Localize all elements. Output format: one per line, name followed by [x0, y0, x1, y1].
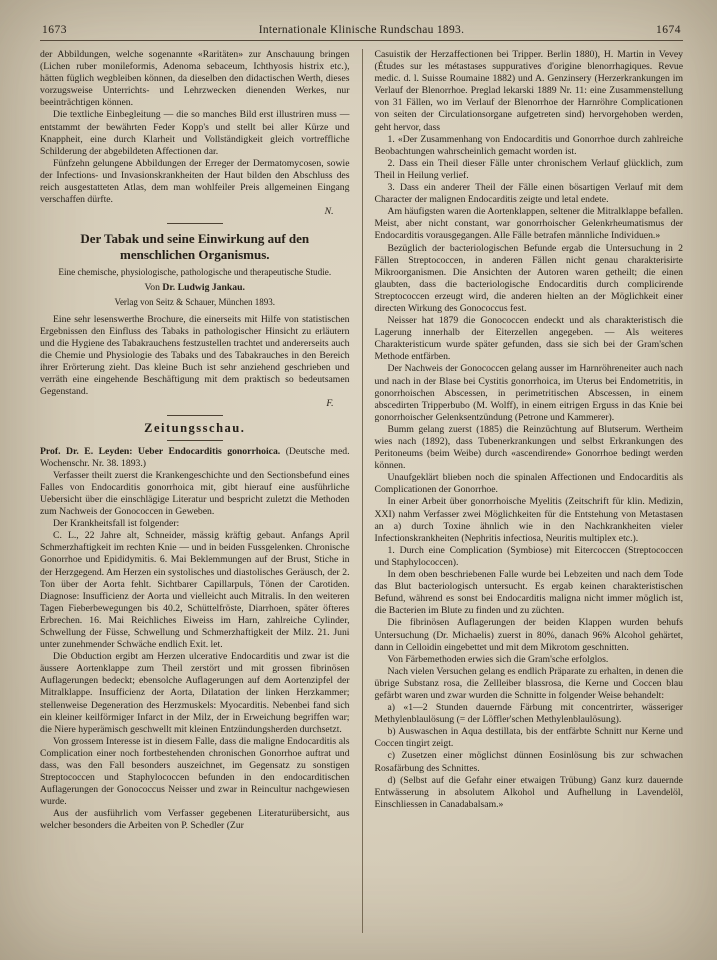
- left-column: [40, 49, 362, 933]
- article-subtitle: Eine chemische, physiologische, pathologische und therapeutische Studie.: [58, 267, 332, 278]
- paragraph: 1. «Der Zusammenhang von Endocarditis und Gonorrhoe durch zahlreiche Beobachtungen wahrscheinlich gemacht worden ist.: [374, 133, 683, 157]
- review-author-title: Prof. Dr. E. Leyden: Ueber Endocarditis gonorrhoica.: [40, 445, 281, 457]
- review-heading: [40, 446, 350, 470]
- paragraph: d) (Selbst auf die Gefahr einer etwaigen Trübung) Ganz kurz dauernde Entwässerung in absolutem Alkohol und Aufhellung in Lavendelöl, Einschliessen in Canadabalsam.»: [374, 774, 683, 810]
- page-header: [40, 24, 683, 40]
- review-source: (Deutsche med. Wochenschr. Nr. 38. 1893.): [40, 445, 350, 469]
- paragraph: Von grossem Interesse ist in diesem Falle, dass die maligne Endocarditis als Complication einer noch fortbestehenden chronischen Gonorrhoe auftrat und dass, was den Fall besonders auszeichnet, im Gegensatz zu sonstigen Streptococcen und Staphylococcen befunden in den endocarditischen Auflagerungen der Gonococcus Neisser und zwar in Reincultur nachgewiesen wurde.: [40, 735, 350, 808]
- paragraph: Die Obduction ergibt am Herzen ulcerative Endocarditis und zwar ist die äussere Aortenklappe zum Theil zerstört und mit grossen fibrinösen Auflagerungen bedeckt; ebensolche Auflagerungen auf dem Aortenzipfel der Mitralklappe. Insufficienz der Aorta, Dilatation der linken Herzkammer; stellenweise Degeneration des Herzmuskels: Myocarditis. Nebenbei fand sich ein kleiner keilförmiger Infarct in der Milz, der in Erweichung begriffen war; die Niere hyperämisch geschwellt mit kleinen Entzündungsherden durchsetzt.: [40, 651, 350, 735]
- journal-title: Internationale Klinische Rundschau 1893.: [258, 24, 465, 36]
- paragraph: Eine sehr lesenswerthe Brochure, die einerseits mit Hilfe von statistischen Ergebnissen den Einfluss des Tabaks in pathologischer Hinsicht zu erläutern und die Hygiene des Tabakrauchens festzustellen trachtet und andererseits auch die Chemie und Physiologie des Tabaks und des Tabakrauches in den Bereich ihrer Erörterung zieht. Das kleine Buch ist sehr anziehend geschrieben und verräth eine eingehende Beschäftigung mit dem praktisch so bedeutsamen Gegenstand.: [40, 313, 350, 398]
- paragraph: In dem oben beschriebenen Falle wurde bei Lebzeiten und nach dem Tode das Blut bacteriologisch untersucht. Es ergab keinen charakteristischen Befund, während es sonst bei Endocarditis maligna nicht immer möglich ist, die Bacterien im Blute zu finden und zu züchten.: [374, 569, 683, 617]
- paragraph: Von Färbemethoden erwies sich die Gram'sche erfolglos.: [387, 653, 609, 665]
- reviewer-initial: F.: [326, 398, 334, 410]
- header-rule: [40, 40, 683, 41]
- article-title: Der Tabak und seine Einwirkung auf den menschlichen Organismus.: [80, 231, 310, 263]
- paragraph: Unaufgeklärt blieben noch die spinalen Affectionen und Endocarditis als Complicationen der Gonorrhoe.: [374, 472, 683, 496]
- paragraph: a) «1—2 Stunden dauernde Färbung mit concentrirter, wässeriger Methylenblaulösung (= der Löffler'schen Methylenblaulösung).: [374, 702, 683, 726]
- paragraph: b) Auswaschen in Aqua destillata, bis der entfärbte Schnitt nur Kerne und Coccen tingirt zeigt.: [374, 726, 683, 750]
- section-divider: [167, 223, 223, 224]
- paragraph: Fünfzehn gelungene Abbildungen der Erreger der Dermatomycosen, sowie der Infections- und Invasionskrankheiten der Haut bilden den Abschluss des reich ausgestatteten Atlas, dem man wohlfeiler Preis allgemeinen Eingang verschaffen dürfte.: [40, 157, 350, 206]
- paragraph: Am häufigsten waren die Aortenklappen, seltener die Mitralklappe befallen. Meist, aber nicht constant, war gonorrhoischer Gelenkrheumatismus der Endocarditis vorausgegangen. Alle Fälle betrafen männliche Individuen.»: [374, 206, 683, 242]
- paragraph: C. L., 22 Jahre alt, Schneider, mässig kräftig gebaut. Anfangs April Schmerzhaftigkeit im rechten Knie — und in beiden Fussgelenken. Chronische Gonorrhoe und Epididymitis. 6. Mai Beklemmungen auf der Brust, Stiche in der Herzgegend. Am Herzen ein systolisches und diastolisches Geräusch, der 2. Ton über der Aorta fehlt. Sichtbarer Capillarpuls, Tönen der Carotiden. Diagnose: Insufficienz der Aorta und vielleicht auch Mitralis. In den weiteren Tagen Fieberbewegungen bis 40.2, Schüttelfröste, Diarrhoen, später öfteres Erbrechen. 16. Mai Reichliches Eiweiss im Harn, zahlreiche Cylinder, Schwellung der Füsse, Schwellung und Schmerzhaftigkeit der Milz. 21. Juni unter zunehmender Schwäche endlich Exit. let.: [40, 530, 350, 651]
- paragraph: Verfasser theilt zuerst die Krankengeschichte und den Sectionsbefund eines Falles von Endocarditis gonorrhoica mit, gibt hierauf eine ausführliche Uebersicht über die einschlägige Literatur und bespricht zuletzt die Methoden zum Nachweis der Gonococcen in Geweben.: [40, 469, 350, 518]
- paragraph: 3. Dass ein anderer Theil der Fälle einen bösartigen Verlauf mit dem Character der malignen Endocarditis zeigte und letal endete.: [374, 182, 683, 206]
- paragraph: Nach vielen Versuchen gelang es endlich Präparate zu erhalten, in denen die übrige Substanz rosa, die Zellleiber blassrosa, die Kerne und Coccen blau gefärbt waren und zwar wurden die Schnitte in folgender Weise behandelt:: [374, 665, 683, 701]
- paragraph: Neisser hat 1879 die Gonococcen endeckt und als charakteristisch die Lagerung innerhalb der Eiterzellen angegeben. — Als weiteres Charakteristicum wurde später gefunden, dass sie sich bei der Gram'schen Methode entfärben.: [374, 315, 683, 363]
- paragraph: Aus der ausführlich vom Verfasser gegebenen Literaturübersicht, aus welcher besonders die Arbeiten von P. Schedler (Zur: [40, 808, 350, 832]
- paragraph: der Abbildungen, welche sogenannte «Raritäten» zur Anschauung bringen (Lichen ruber monileformis, Adenoma sebaceum, Ichthyosis histrix etc.), hätten füglich wegbleiben können, da dieselben den didactischen Werth, dieses vorzugsweise Unterrichts- und Lehrzwecken dienenden Werkes, nur beeinträchtigen können.: [40, 49, 350, 109]
- paragraph: c) Zusetzen einer möglichst dünnen Eosinlösung bis zur schwachen Rosafärbung des Schnittes.: [374, 750, 683, 774]
- reviewer-initial: N.: [324, 206, 334, 218]
- paragraph: 2. Dass ein Theil dieser Fälle unter chronischem Verlauf glücklich, zum Theil in Heilung verlief.: [374, 157, 683, 181]
- text-columns: [40, 49, 683, 933]
- paragraph: Der Nachweis der Gonococcen gelang ausser im Harnröhreneiter auch nach und nach in der Blase bei Cystitis gonorrhoica, im Uterus bei Endometritis, in gonorrhoischen Abscessen, in perimetritischen Abscessen, in einem abscedirten Tripperbubo (M. Wolff), in einem eitrigen Erguss in das Knie bei gonorrhoischer Gelenksentzündung (Petrone und Kammerer).: [374, 363, 683, 423]
- paragraph: Der Krankheitsfall ist folgender:: [53, 518, 180, 530]
- paragraph: Casuistik der Herzaffectionen bei Tripper. Berlin 1880), H. Martin in Vevey (Études sur les métastases suppuratives d'origine blenorrhagiques. Revue medic. d. l. Suisse Roumaine 1882) und A. Genzinsery (Herzerkrankungen im Verlauf der Blenorrhoe. Preglad lekarski 1889 Nr. 11: eine Zusammenstellung von 31 Fällen, wo im Verlauf der Blenorrhoe der Harnröhre Complicationen von seiten der Circulationsorgane aufgetreten sind) hervorgehoben werden, geht hervor, dass: [374, 49, 683, 133]
- section-heading-zeitungsschau: Zeitungsschau.: [144, 421, 246, 436]
- page-number-right: 1674: [655, 24, 681, 36]
- section-divider: [167, 415, 223, 416]
- paragraph: Bumm gelang zuerst (1885) die Reinzüchtung auf Blutserum. Wertheim wies nach (1892), dass Tubenerkrankungen und selbst Erkrankungen des Peritoneums (beim Weibe) durch «ascendirende» Gonorrhoe bedingt werden können.: [374, 423, 683, 472]
- byline-prefix: Von: [144, 281, 160, 293]
- right-column: [362, 49, 684, 933]
- paragraph: Bezüglich der bacteriologischen Befunde ergab die Untersuchung in 2 Fällen Streptococcen, in anderen Fällen nicht genau charakterisirte Mikroorganismen. Die Ansichten der Autoren waren getheilt; die einen glaubten, dass die bacteriologische Endocarditis durch complicirende Streptococcen erzeugt wird, die anderen hielten an der Möglichkeit einer directen Wirkung des Gonococcus fest.: [374, 242, 683, 314]
- paragraph: Die textliche Einbegleitung — die so manches Bild erst illustriren muss — entstammt der bewährten Feder Kopp's und stellt bei aller Kürze und Knappheit, eine durch Klarheit und Vollständigkeit gleich vortreffliche Schilderung der abgebildeten Affectionen dar.: [40, 109, 350, 157]
- paragraph: 1. Durch eine Complication (Symbiose) mit Eitercoccen (Streptococcen und Staphylococcen).: [374, 544, 683, 568]
- paragraph: In einer Arbeit über gonorrhoische Myelitis (Zeitschrift für klin. Medizin, XXI) nahm Verfasser zwei Möglichkeiten für die Entstehung von Metastasen an a) durch Toxine ähnlich wie in den Nachkrankheiten vieler Infectionskrankheiten (Nephritis infectiosa, Neuritis multiplex etc.).: [374, 496, 683, 544]
- author-name: Dr. Ludwig Jankau.: [162, 281, 245, 293]
- section-divider: [167, 440, 223, 441]
- article-publisher: Verlag von Seitz & Schauer, München 1893.: [114, 296, 276, 307]
- page-number-left: 1673: [42, 24, 67, 36]
- article-byline: [40, 282, 350, 294]
- paragraph: Die fibrinösen Auflagerungen der beiden Klappen wurden behufs Untersuchung (Dr. Michaelis) zuerst in 80%, danach 96% Alcohol gehärtet, dann in Celloidin eingebettet und mit dem Mikrotom geschnitten.: [374, 617, 683, 653]
